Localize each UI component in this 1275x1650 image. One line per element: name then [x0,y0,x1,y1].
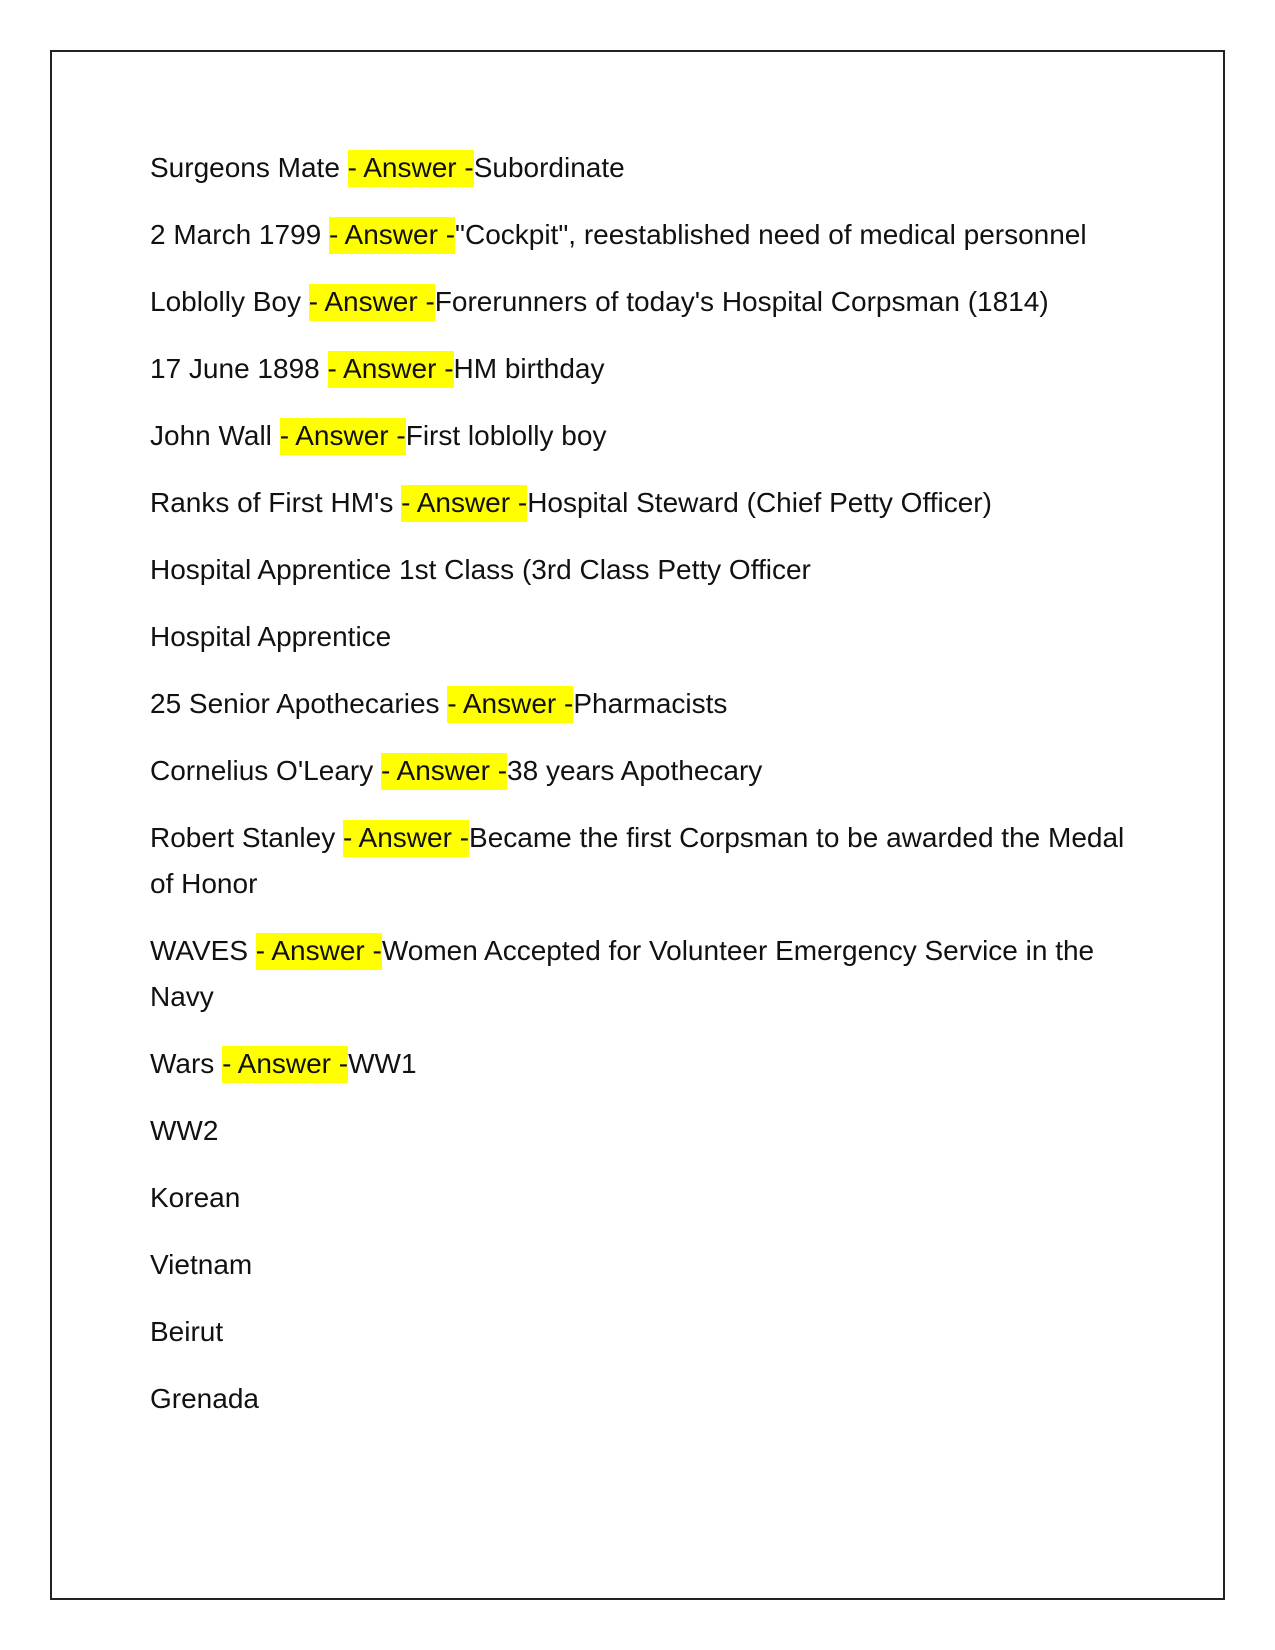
answer-marker: - Answer - [309,284,435,321]
entry-wars [150,1041,1140,1087]
entry-cornelius-oleary [150,748,1140,794]
entry-answer: 38 years Apothecary [507,755,763,786]
entry-surgeons-mate [150,145,1140,191]
entry-2-march-1799 [150,212,1140,258]
document-body [150,145,1140,1443]
entry-term: Robert Stanley [150,822,343,853]
text-line: Hospital Apprentice [150,621,392,652]
entry-term: 2 March 1799 [150,219,329,250]
entry-ranks-of-first-hms [150,480,1140,526]
entry-term: Cornelius O'Leary [150,755,381,786]
text-line: WW2 [150,1115,219,1146]
answer-marker: - Answer - [348,150,474,187]
entry-answer: First loblolly boy [405,420,607,451]
entry-john-wall [150,413,1140,459]
entry-answer: Pharmacists [573,688,728,719]
text-line: Grenada [150,1383,259,1414]
answer-marker: - Answer - [447,686,573,723]
entry-answer: Forerunners of today's Hospital Corpsman (1814) [434,286,1049,317]
entry-term: Loblolly Boy [150,286,309,317]
text-line: Korean [150,1182,241,1213]
entry-answer: Became the first Corpsman to be awarded the Medal of Honor [150,822,1125,899]
entry-term: 25 Senior Apothecaries [150,688,448,719]
entry-answer: "Cockpit", reestablished need of medical personnel [455,219,1087,250]
text-line: Beirut [150,1316,224,1347]
answer-marker: - Answer - [343,820,469,857]
entry-answer: Women Accepted for Volunteer Emergency Service in the Navy [150,935,1095,1012]
answer-marker: - Answer - [222,1046,348,1083]
answer-marker: - Answer - [256,933,382,970]
entry-answer: Subordinate [473,152,625,183]
entry-term: WAVES [150,935,256,966]
entry-waves [150,928,1140,1020]
entry-senior-apothecaries [150,681,1140,727]
entry-term: Ranks of First HM's [150,487,402,518]
answer-marker: - Answer - [381,753,507,790]
answer-marker: - Answer - [328,351,454,388]
entry-term: Wars [150,1048,223,1079]
entry-17-june-1898 [150,346,1140,392]
entry-answer: HM birthday [453,353,605,384]
answer-marker: - Answer - [401,485,527,522]
entry-loblolly-boy [150,279,1140,325]
entry-robert-stanley [150,815,1140,907]
entry-term: Surgeons Mate [150,152,348,183]
entry-term: 17 June 1898 [150,353,328,384]
text-line: Vietnam [150,1249,253,1280]
entry-term: John Wall [150,420,280,451]
text-line: Hospital Apprentice 1st Class (3rd Class Petty Officer [150,554,811,585]
entry-answer: WW1 [348,1048,417,1079]
answer-marker: - Answer - [329,217,455,254]
answer-marker: - Answer - [280,418,406,455]
entry-answer: Hospital Steward (Chief Petty Officer) [527,487,992,518]
